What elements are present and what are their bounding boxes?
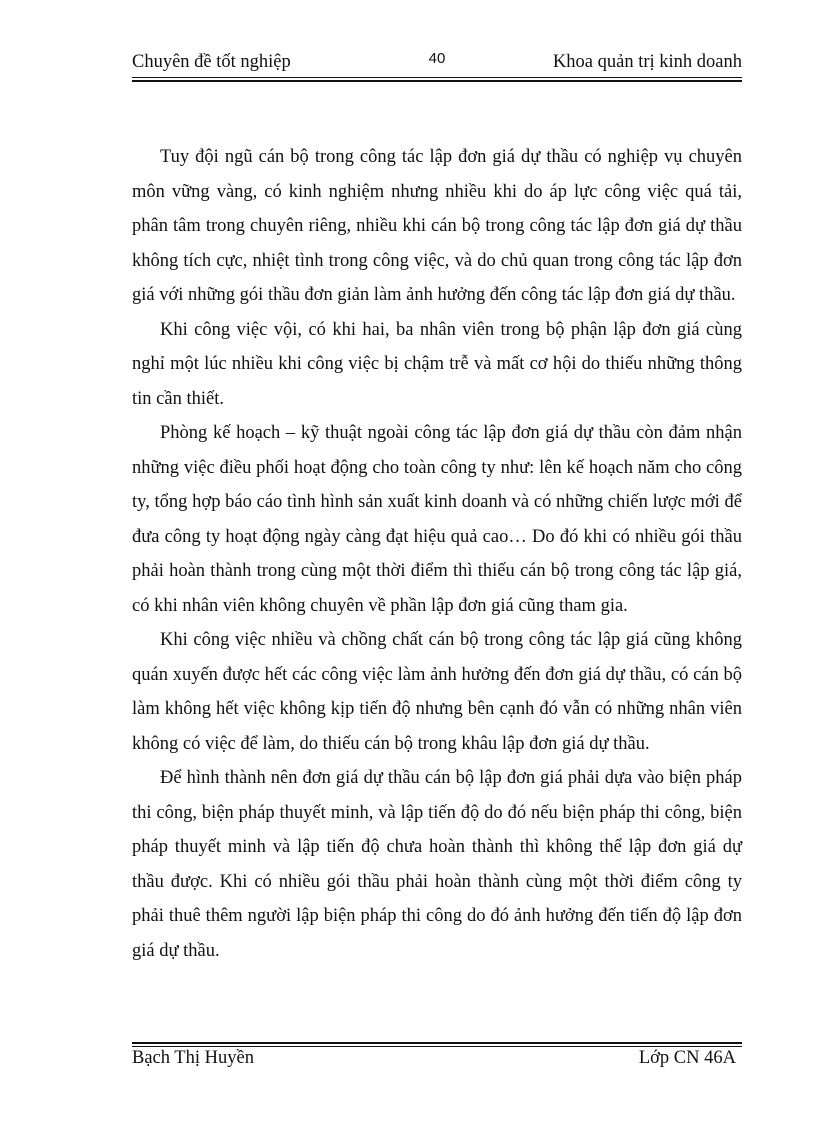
- header-department: Khoa quản trị kinh doanh: [552, 52, 742, 72]
- footer-class: Lớp CN 46A: [638, 1048, 736, 1068]
- paragraph: Khi công việc nhiều và chồng chất cán bộ trong công tác lập giá cũng không quán xuyến được hết các công việc làm ảnh hưởng đến đơn giá dự thầu, có cán bộ làm không hết việc không kịp tiến độ nhưng bên cạnh đó vẫn có những nhân viên không có việc để làm, do thiếu cán bộ trong khâu lập đơn giá dự thầu.: [132, 630, 742, 754]
- page-number: 40: [428, 50, 446, 67]
- page-header: [132, 50, 742, 78]
- footer-rule-thin: [132, 1046, 742, 1047]
- body-text: [132, 140, 742, 968]
- header-rule-thin: [132, 77, 742, 78]
- paragraph: Phòng kế hoạch – kỹ thuật ngoài công tác lập đơn giá dự thầu còn đảm nhận những việc điều phối hoạt động cho toàn công ty như: lên kế hoạch năm cho công ty, tổng hợp báo cáo tình hình sản xuất kinh doanh và có những chiến lược mới để đưa công ty hoạt động ngày càng đạt hiệu quả cao… Do đó khi có nhiều gói thầu phải hoàn thành trong cùng một thời điểm thì thiếu cán bộ trong công tác lập giá, có khi nhân viên không chuyên về phần lập đơn giá cũng tham gia.: [132, 423, 742, 616]
- footer-author: Bạch Thị Huyền: [132, 1048, 254, 1068]
- page-footer: [132, 1048, 742, 1076]
- header-title: Chuyên đề tốt nghiệp: [132, 52, 291, 72]
- paragraph: Để hình thành nên đơn giá dự thầu cán bộ lập đơn giá phải dựa vào biện pháp thi công, biện pháp thuyết minh, và lập tiến độ do đó nếu biện pháp thi công, biện pháp thuyết minh và lập tiến độ chưa hoàn thành thì không thể lập đơn giá dự thầu được. Khi có nhiều gói thầu phải hoàn thành cùng một thời điểm công ty phải thuê thêm người lập biện pháp thi công do đó ảnh hưởng đến tiến độ lập đơn giá dự thầu.: [132, 768, 742, 961]
- paragraph: Tuy đội ngũ cán bộ trong công tác lập đơn giá dự thầu có nghiệp vụ chuyên môn vững vàng, có kinh nghiệm nhưng nhiều khi do áp lực công việc quá tải, phân tâm trong chuyên riêng, nhiều khi cán bộ trong công tác lập đơn giá dự thầu không tích cực, nhiệt tình trong công việc, và do chủ quan trong công tác lập đơn giá với những gói thầu đơn giản làm ảnh hưởng đến công tác lập đơn giá dự thầu.: [132, 147, 742, 305]
- paragraph: Khi công việc vội, có khi hai, ba nhân viên trong bộ phận lập đơn giá cùng nghỉ một lúc nhiều khi công việc bị chậm trễ và mất cơ hội do thiếu những thông tin cần thiết.: [132, 319, 742, 409]
- header-rule-thick: [132, 80, 742, 82]
- footer-rule-thick: [132, 1042, 742, 1044]
